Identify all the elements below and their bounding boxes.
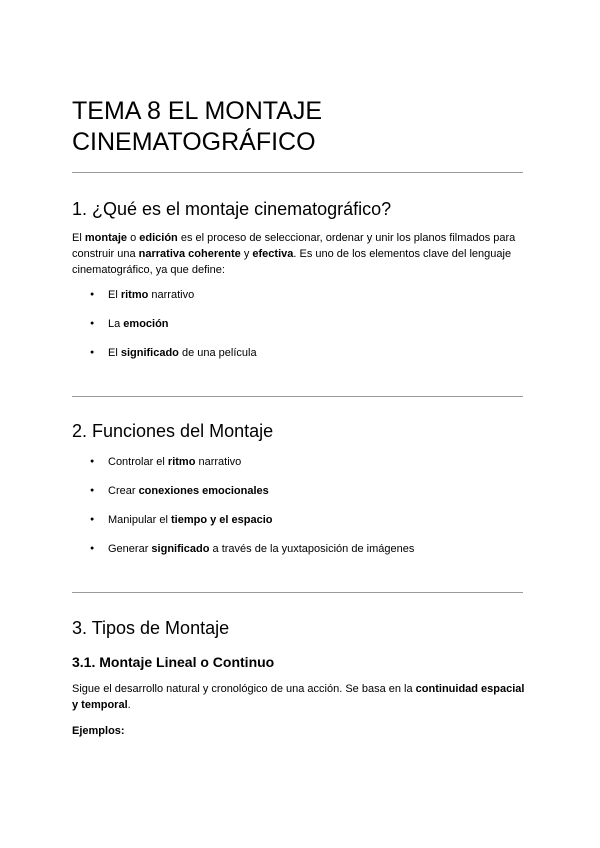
bold-text: conexiones emocionales bbox=[138, 485, 269, 497]
divider bbox=[72, 172, 523, 173]
text-run: narrativo bbox=[148, 289, 195, 301]
section-2-heading: 2. Funciones del Montaje bbox=[72, 421, 274, 441]
text-run: y bbox=[240, 248, 253, 260]
text-run: . Es uno de los elementos clave del lenguaje cinematográfico, ya que define: bbox=[72, 248, 512, 276]
text-run: Generar bbox=[108, 543, 152, 555]
bold-text: edición bbox=[139, 232, 178, 244]
bold-text: ritmo bbox=[120, 289, 149, 301]
document-title: TEMA 8 EL MONTAJE CINEMATOGRÁFICO bbox=[72, 97, 323, 156]
section-3-paragraph bbox=[72, 681, 532, 713]
section-1-paragraph bbox=[72, 230, 532, 278]
subsection-3-1-heading: 3.1. Montaje Lineal o Continuo bbox=[72, 654, 275, 670]
section-3-heading: 3. Tipos de Montaje bbox=[72, 618, 230, 638]
bold-text: montaje bbox=[84, 232, 128, 244]
text-run: a través de la yuxtaposición de imágenes bbox=[209, 543, 415, 555]
examples-label: Ejemplos: bbox=[72, 725, 125, 737]
bullet-item bbox=[90, 542, 414, 571]
text-run: . bbox=[127, 699, 131, 711]
bullet-item bbox=[90, 288, 257, 317]
divider bbox=[72, 592, 523, 593]
text-run: Sigue el desarrollo natural y cronológico de una acción. Se basa en la bbox=[72, 683, 416, 695]
bold-text: ritmo bbox=[167, 456, 196, 468]
bold-text: significado bbox=[151, 543, 210, 555]
bold-text: significado bbox=[120, 347, 179, 359]
bold-text: tiempo y el espacio bbox=[170, 514, 273, 526]
text-run: Manipular el bbox=[108, 514, 171, 526]
text-run: El bbox=[72, 232, 85, 244]
text-run: o bbox=[127, 232, 140, 244]
bold-text: efectiva bbox=[252, 248, 294, 260]
text-run: Controlar el bbox=[108, 456, 168, 468]
text-run: narrativo bbox=[195, 456, 242, 468]
text-run: de una película bbox=[178, 347, 257, 359]
bullet-item bbox=[90, 484, 414, 513]
section-1-bullet-list bbox=[90, 288, 257, 375]
text-run: El bbox=[108, 347, 121, 359]
text-run: La bbox=[108, 318, 124, 330]
bullet-item bbox=[90, 455, 414, 484]
section-1-heading: 1. ¿Qué es el montaje cinematográfico? bbox=[72, 199, 392, 219]
divider bbox=[72, 396, 523, 397]
section-2-bullet-list bbox=[90, 455, 414, 571]
bold-text: continuidad espacial y temporal bbox=[72, 683, 525, 711]
bold-text: narrativa coherente bbox=[138, 248, 241, 260]
text-run: es el proceso de seleccionar, ordenar y unir los planos filmados para construir una bbox=[72, 232, 516, 260]
bullet-item bbox=[90, 346, 257, 375]
text-run: El bbox=[108, 289, 121, 301]
bullet-item bbox=[90, 513, 414, 542]
text-run: Crear bbox=[108, 485, 139, 497]
bullet-item bbox=[90, 317, 257, 346]
bold-text: emoción bbox=[123, 318, 169, 330]
